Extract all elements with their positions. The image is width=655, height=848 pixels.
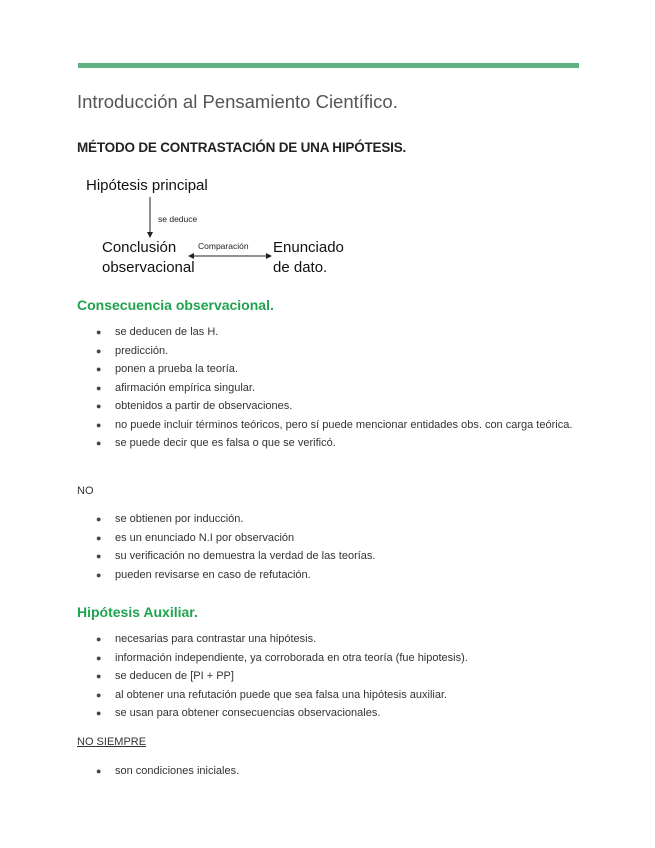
list-item: ● necesarias para contrastar una hipótesis. bbox=[77, 630, 577, 649]
compare-arrowhead-right bbox=[266, 253, 272, 259]
list-item: ● son condiciones iniciales. bbox=[77, 762, 577, 781]
consecuencia-list bbox=[77, 323, 577, 453]
bullet-icon: ● bbox=[96, 652, 102, 663]
bullet-icon: ● bbox=[96, 766, 102, 776]
list-item: ● obtenidos a partir de observaciones. bbox=[77, 397, 577, 416]
diagram-node-enunciado-line2: de dato. bbox=[273, 259, 328, 276]
bullet-icon: ● bbox=[96, 551, 102, 561]
consecuencia-no-list bbox=[77, 510, 577, 584]
bullet-icon: ● bbox=[96, 514, 102, 524]
list-item: ● información independiente, ya corroborada en otra teoría (fue hipotesis). bbox=[77, 649, 577, 668]
list-item: ● es un enunciado N.I por observación bbox=[77, 529, 577, 548]
list-item: ● se puede decir que es falsa o que se verificó. bbox=[77, 434, 577, 453]
diagram-node-conclusion-line2: observacional bbox=[102, 259, 195, 276]
list-item: ● se deducen de las H. bbox=[77, 323, 577, 342]
bullet-icon: ● bbox=[96, 345, 102, 356]
list-item: ● su verificación no demuestra la verdad de las teorías. bbox=[77, 547, 577, 566]
list-item: ● no puede incluir términos teóricos, pero sí puede mencionar entidades obs. con carga teórica. bbox=[77, 416, 577, 435]
diagram-label-comparacion: Comparación bbox=[198, 241, 249, 251]
bullet-icon: ● bbox=[96, 708, 102, 718]
auxiliar-list bbox=[77, 630, 577, 723]
list-item: ● ponen a prueba la teoría. bbox=[77, 360, 577, 379]
diagram-node-hipotesis-principal: Hipótesis principal bbox=[86, 177, 208, 194]
list-item: ● se deducen de [PI + PP] bbox=[77, 667, 577, 686]
section-title: MÉTODO DE CONTRASTACIÓN DE UNA HIPÓTESIS. bbox=[77, 140, 407, 155]
list-item: ● al obtener una refutación puede que sea falsa una hipótesis auxiliar. bbox=[77, 686, 577, 705]
document-title: Introducción al Pensamiento Científico. bbox=[77, 91, 398, 112]
diagram-node-conclusion-line1: Conclusión bbox=[102, 239, 177, 256]
label-no-siempre: NO SIEMPRE bbox=[77, 736, 147, 748]
heading-hipotesis-auxiliar: Hipótesis Auxiliar. bbox=[77, 604, 198, 620]
bullet-icon: ● bbox=[96, 634, 102, 644]
list-item: ● se usan para obtener consecuencias observacionales. bbox=[77, 704, 577, 723]
bullet-icon: ● bbox=[96, 689, 102, 700]
label-no: NO bbox=[77, 485, 94, 497]
bullet-icon: ● bbox=[96, 401, 102, 411]
bullet-icon: ● bbox=[96, 419, 102, 430]
heading-consecuencia-observacional: Consecuencia observacional. bbox=[77, 297, 274, 313]
bullet-icon: ● bbox=[96, 382, 102, 393]
list-item: ● se obtienen por inducción. bbox=[77, 510, 577, 529]
diagram-node-enunciado-line1: Enunciado bbox=[273, 239, 344, 256]
top-rule bbox=[78, 63, 579, 68]
bullet-icon: ● bbox=[96, 671, 102, 681]
bullet-icon: ● bbox=[96, 364, 102, 374]
list-item: ● pueden revisarse en caso de refutación. bbox=[77, 566, 577, 585]
bullet-icon: ● bbox=[96, 569, 102, 580]
bullet-icon: ● bbox=[96, 438, 102, 448]
bullet-icon: ● bbox=[96, 327, 102, 337]
list-item: ● predicción. bbox=[77, 342, 577, 361]
list-item: ● afirmación empírica singular. bbox=[77, 379, 577, 398]
diagram-label-se-deduce: se deduce bbox=[158, 214, 198, 224]
auxiliar-no-siempre-list bbox=[77, 762, 577, 781]
bullet-icon: ● bbox=[96, 532, 102, 543]
contrast-diagram bbox=[84, 170, 374, 280]
